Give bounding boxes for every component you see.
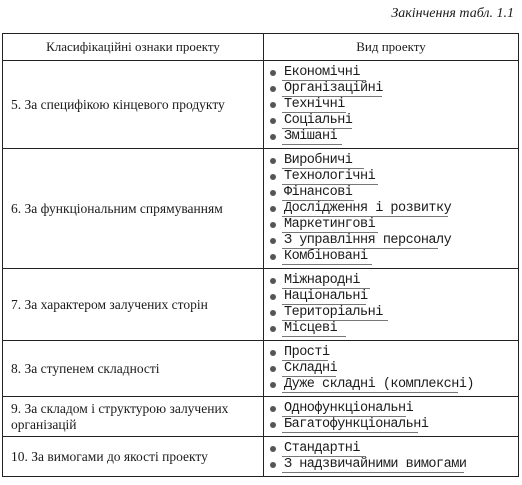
table-row xyxy=(3,149,519,269)
project-kinds-cell xyxy=(264,61,519,149)
underline-rule xyxy=(282,432,418,433)
bullet-icon xyxy=(270,238,276,244)
bullet-icon xyxy=(270,294,276,300)
bullet-icon xyxy=(270,118,276,124)
bullet-icon xyxy=(270,278,276,284)
bullet-icon xyxy=(270,462,276,468)
classification-table xyxy=(2,33,519,477)
project-kind-label: Економічні xyxy=(284,65,361,80)
header-classification: Класифікаційні ознаки проекту xyxy=(3,34,264,61)
list-item xyxy=(264,457,518,473)
list-item xyxy=(264,377,518,393)
list-item xyxy=(264,289,518,305)
table-row xyxy=(3,397,519,437)
list-item xyxy=(264,185,518,201)
underline-rule xyxy=(282,472,464,473)
underline-rule xyxy=(282,336,346,337)
underline-rule xyxy=(282,264,372,265)
project-kind-label: Багатофункціональні xyxy=(284,417,429,432)
bullet-icon xyxy=(270,86,276,92)
bullet-icon xyxy=(270,382,276,388)
bullet-icon xyxy=(270,134,276,140)
project-kind-label: З управління персоналу xyxy=(284,233,452,248)
bullet-icon xyxy=(270,70,276,76)
classification-cell: 5. За специфікою кінцевого продукту xyxy=(3,61,264,149)
table-caption: Закінчення табл. 1.1 xyxy=(391,6,514,21)
classification-cell: 7. За характером залучених сторін xyxy=(3,269,264,341)
bullet-icon xyxy=(270,310,276,316)
list-item xyxy=(264,249,518,265)
project-kind-label: Стандартні xyxy=(284,441,361,456)
project-kind-label: Прості xyxy=(284,345,330,360)
bullet-icon xyxy=(270,326,276,332)
underline-rule xyxy=(282,144,342,145)
project-kind-label: Однофункціональні xyxy=(284,401,414,416)
list-item xyxy=(264,217,518,233)
classification-cell: 9. За складом і структурою залучених організацій xyxy=(3,397,264,437)
list-item xyxy=(264,441,518,457)
project-kind-label: Технічні xyxy=(284,97,345,112)
bullet-icon xyxy=(270,446,276,452)
list-item xyxy=(264,233,518,249)
table-header-row xyxy=(3,34,519,61)
header-project-kind: Вид проекту xyxy=(264,34,519,61)
project-kind-label: Дослідження і розвитку xyxy=(284,201,452,216)
bullet-icon xyxy=(270,254,276,260)
list-item xyxy=(264,361,518,377)
project-kind-label: Національні xyxy=(284,289,368,304)
project-kinds-cell xyxy=(264,269,519,341)
project-kind-label: Складні xyxy=(284,361,338,376)
project-kind-label: Виробничі xyxy=(284,153,353,168)
classification-cell: 8. За ступенем складності xyxy=(3,341,264,397)
table-row xyxy=(3,269,519,341)
table-row xyxy=(3,437,519,477)
bullet-icon xyxy=(270,350,276,356)
project-kinds-cell xyxy=(264,437,519,477)
list-item xyxy=(264,129,518,145)
project-kind-label: Місцеві xyxy=(284,321,338,336)
list-item xyxy=(264,321,518,337)
list-item xyxy=(264,417,518,433)
bullet-icon xyxy=(270,366,276,372)
project-kind-label: Технологічні xyxy=(284,169,376,184)
classification-cell: 10. За вимогами до якості проекту xyxy=(3,437,264,477)
list-item xyxy=(264,113,518,129)
bullet-icon xyxy=(270,422,276,428)
list-item xyxy=(264,305,518,321)
project-kind-label: Фінансові xyxy=(284,185,353,200)
list-item xyxy=(264,169,518,185)
table-row xyxy=(3,61,519,149)
classification-cell: 6. За функціональним спрямуванням xyxy=(3,149,264,269)
bullet-icon xyxy=(270,102,276,108)
bullet-icon xyxy=(270,190,276,196)
project-kind-label: Маркетингові xyxy=(284,217,376,232)
project-kind-label: Організаційні xyxy=(284,81,383,96)
bullet-icon xyxy=(270,174,276,180)
list-item xyxy=(264,81,518,97)
project-kinds-cell xyxy=(264,397,519,437)
table-body xyxy=(3,61,519,477)
bullet-icon xyxy=(270,206,276,212)
project-kind-label: З надзвичайними вимогами xyxy=(284,457,467,472)
project-kind-label: Дуже складні (комплексні) xyxy=(284,377,475,392)
list-item xyxy=(264,273,518,289)
list-item xyxy=(264,97,518,113)
project-kind-label: Комбіновані xyxy=(284,249,368,264)
project-kind-label: Соціальні xyxy=(284,113,353,128)
list-item xyxy=(264,201,518,217)
project-kind-label: Змішані xyxy=(284,129,338,144)
list-item xyxy=(264,153,518,169)
bullet-icon xyxy=(270,158,276,164)
project-kind-label: Територіальні xyxy=(284,305,383,320)
project-kinds-cell xyxy=(264,149,519,269)
underline-rule xyxy=(282,392,458,393)
bullet-icon xyxy=(270,222,276,228)
bullet-icon xyxy=(270,406,276,412)
list-item xyxy=(264,65,518,81)
project-kinds-cell xyxy=(264,341,519,397)
list-item xyxy=(264,345,518,361)
list-item xyxy=(264,401,518,417)
project-kind-label: Міжнародні xyxy=(284,273,361,288)
table-row xyxy=(3,341,519,397)
